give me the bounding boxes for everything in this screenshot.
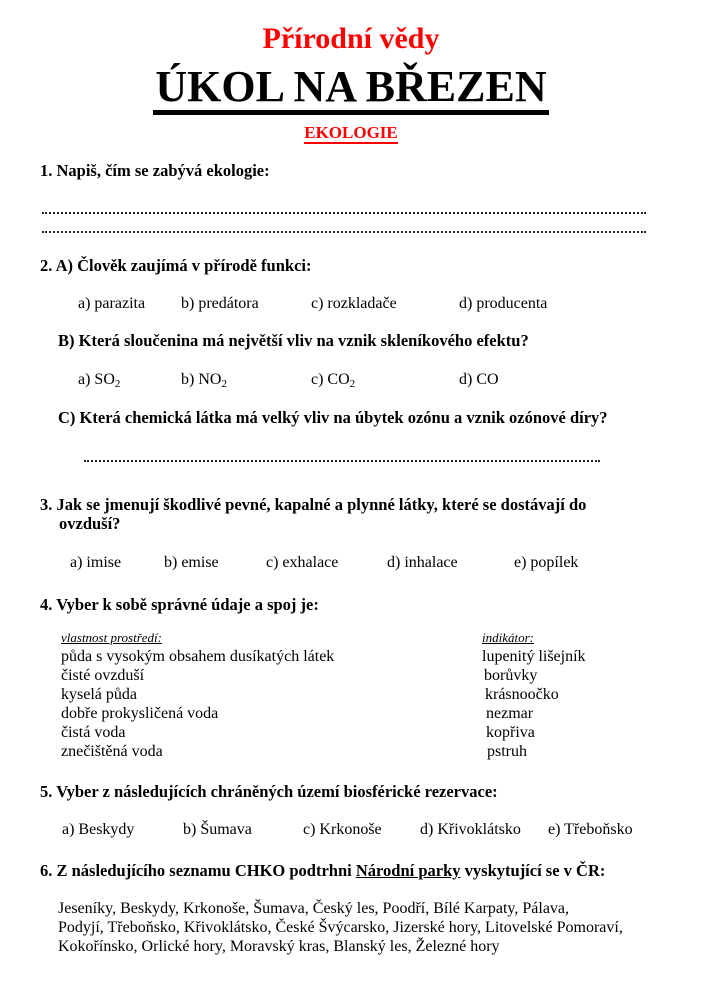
question-5: 5. Vyber z následujících chráněných území biosférické rezervace: [40,782,498,801]
park-list-line-2[interactable]: Podyjí, Třeboňsko, Křivoklátsko, České Švýcarsko, Jizerské hory, Litovelské Pomoraví, [58,919,623,936]
answer-line-1[interactable] [42,212,646,214]
option-3-d[interactable]: d) inhalace [387,554,458,571]
option-2b-b-subscript: 2 [221,378,227,390]
question-2c: C) Která chemická látka má velký vliv na úbytek ozónu a vznik ozónové díry? [58,408,608,427]
column-header-property: vlastnost prostředí: [61,630,162,645]
answer-line-2[interactable] [42,231,646,233]
question-2b: B) Která sloučenina má největší vliv na vznik skleníkového efektu? [58,331,529,350]
indicator-item[interactable]: lupenitý lišejník [482,648,586,665]
option-5-b[interactable]: b) Šumava [183,821,252,838]
property-item[interactable]: dobře prokysličená voda [61,705,219,722]
park-list-line-3[interactable]: Kokořínsko, Orlické hory, Moravský kras, Blanský les, Železné hory [58,938,500,955]
question-6 [40,861,605,881]
topic-heading [0,123,702,143]
indicator-item[interactable]: kopřiva [486,724,535,741]
property-item[interactable]: kyselá půda [61,686,137,703]
option-2b-c-subscript: 2 [349,378,356,390]
option-2a-c[interactable]: c) rozkladače [311,295,397,312]
option-5-e[interactable]: e) Třeboňsko [548,821,633,838]
park-list-line-1[interactable]: Jeseníky, Beskydy, Krkonoše, Šumava, Český les, Poodří, Bílé Karpaty, Pálava, [58,900,570,917]
option-2a-a[interactable]: a) parazita [78,295,146,312]
worksheet-title-text: ÚKOL NA BŘEZEN [153,64,548,115]
property-item[interactable]: čistá voda [61,724,126,741]
option-2b-c-label: c) CO [311,371,350,388]
option-2a-d[interactable]: d) producenta [459,295,548,312]
indicator-item[interactable]: pstruh [487,743,527,760]
property-item[interactable]: znečištěná voda [61,743,163,760]
question-1: 1. Napiš, čím se zabývá ekologie: [40,161,270,180]
option-2b-b[interactable] [181,370,227,390]
question-2a: 2. A) Člověk zaujímá v přírodě funkci: [40,256,312,275]
option-2b-d[interactable] [459,370,499,390]
option-3-e[interactable]: e) popílek [514,554,579,571]
question-6-prefix: 6. Z následujícího seznamu CHKO podtrhni [40,861,356,880]
option-2b-d-label: d) CO [459,371,499,388]
option-2b-a[interactable] [78,370,120,390]
option-5-d[interactable]: d) Křivoklátsko [420,821,521,838]
indicator-item[interactable]: borůvky [484,667,538,684]
option-3-a[interactable]: a) imise [70,554,122,571]
property-item[interactable]: půda s vysokým obsahem dusíkatých látek [61,648,335,665]
question-6-suffix: vyskytující se v ČR: [460,861,606,880]
option-2b-b-label: b) NO [181,371,222,388]
question-3-line2: ovzduší? [59,514,121,533]
option-2b-a-subscript: 2 [114,378,121,390]
answer-line-2c[interactable] [84,460,600,462]
question-4: 4. Vyber k sobě správné údaje a spoj je: [40,595,319,614]
option-2a-b[interactable]: b) predátora [181,295,259,312]
option-3-c[interactable]: c) exhalace [266,554,339,571]
question-6-emphasis: Národní parky [355,861,461,880]
option-5-c[interactable]: c) Krkonoše [303,821,382,838]
indicator-item[interactable]: nezmar [486,705,534,722]
column-header-indicator: indikátor: [482,630,534,645]
question-3-line1: 3. Jak se jmenují škodlivé pevné, kapalné a plynné látky, které se dostávají do [40,495,587,514]
subject-title: Přírodní vědy [262,22,440,55]
indicator-item[interactable]: krásnoočko [485,686,559,703]
option-2b-a-label: a) SO [78,371,115,388]
worksheet-title [0,62,702,115]
topic-heading-text: EKOLOGIE [304,123,398,142]
option-2b-c[interactable] [311,370,355,390]
option-5-a[interactable]: a) Beskydy [62,821,135,838]
option-3-b[interactable]: b) emise [164,554,219,571]
property-item[interactable]: čisté ovzduší [61,667,145,684]
